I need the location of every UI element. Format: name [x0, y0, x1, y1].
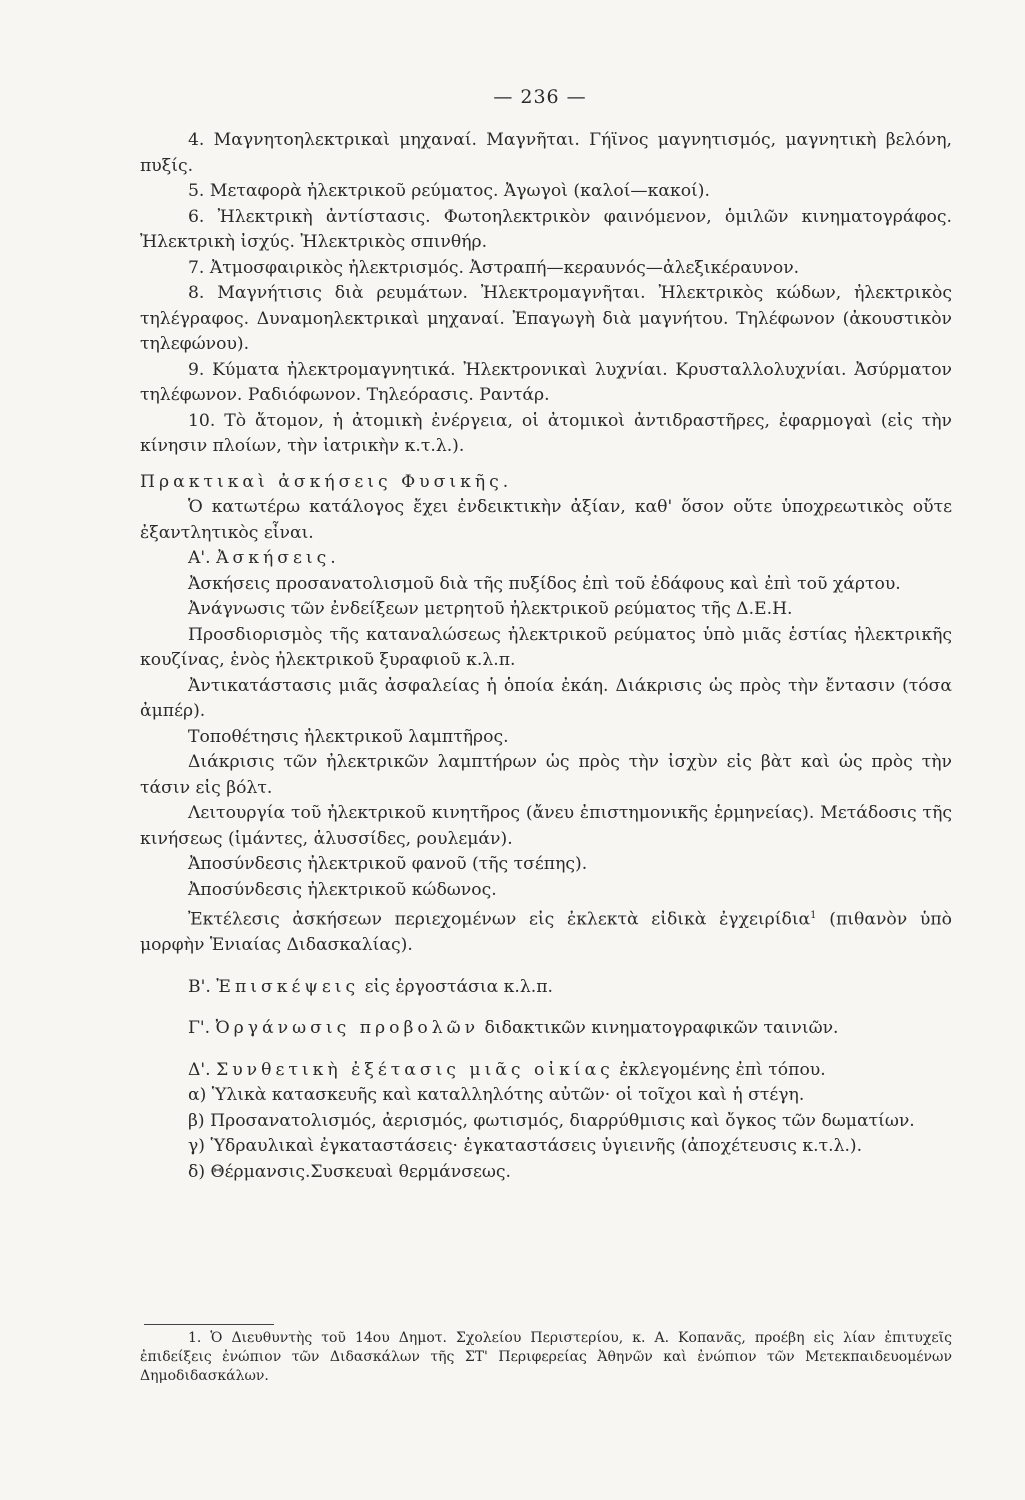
- subsection-letter: Α'.: [188, 548, 211, 568]
- exercise-text: Ἐκτέλεσις ἀσκήσεων περιεχομένων εἰς ἐκλεκτὰ εἰδικὰ ἐγχειρίδια: [188, 909, 811, 930]
- footnote-text: 1. Ὁ Διευθυντὴς τοῦ 14ου Δημοτ. Σχολείου Περιστερίου, κ. Α. Κοπανᾶς, προέβη εἰς λίαν ἐπιτυχεῖς ἐπιδείξεις ἐνώπιον τῶν Διδασκάλων τῆς ΣΤ' Περιφερείας Ἀθηνῶν καὶ ἐνώπιον τῶν Μετεκπαιδευομένων Δημοδιδασκάλων.: [140, 1330, 952, 1384]
- exercise-item: Ἀνάγνωσις τῶν ἐνδείξεων μετρητοῦ ἠλεκτρικοῦ ρεύματος τῆς Δ.Ε.Η.: [188, 599, 793, 619]
- subsection-letter: Γ'.: [188, 1018, 211, 1039]
- subsection-title: Ἀσκήσεις.: [216, 548, 340, 568]
- exercise-item: Τοποθέτησις ἠλεκτρικοῦ λαμπτῆρος.: [188, 726, 509, 747]
- page-number: — 236 —: [493, 86, 587, 108]
- subsection-letter: Β'.: [188, 976, 211, 997]
- subsection-title: Συνθετικὴ ἐξέτασις μιᾶς οἰκίας: [216, 1059, 614, 1080]
- subsection-rest: ἐκλεγομένης ἐπὶ τόπου.: [613, 1059, 826, 1080]
- sub-item: γ) Ὑδραυλικαὶ ἐγκαταστάσεις· ἐγκαταστάσεις ὑγιεινῆς (ἀποχέτευσις κ.τ.λ.).: [188, 1136, 863, 1157]
- main-text: [140, 128, 952, 1185]
- intro-paragraph: Ὁ κατωτέρω κατάλογος ἔχει ἐνδεικτικὴν ἀξίαν, καθ' ὅσον οὔτε ὑποχρεωτικὸς οὔτε ἐξαντλητικὸς εἶναι.: [140, 497, 952, 543]
- subsection-title: Ἐπισκέψεις: [216, 976, 360, 997]
- exercise-item: Λειτουργία τοῦ ἠλεκτρικοῦ κινητῆρος (ἄνευ ἐπιστημονικῆς ἑρμηνείας). Μετάδοσις τῆς κινήσεως (ἱμάντες, ἁλυσσίδες, ρουλεμάν).: [140, 803, 952, 849]
- list-item: 7. Ἀτμοσφαιρικὸς ἠλεκτρισμός. Ἀστραπή—κεραυνός—ἀλεξικέραυνον.: [188, 257, 800, 278]
- exercise-text-rest: (πιθανὸν ὑπὸ μορφὴν Ἑνιαίας Διδασκαλίας).: [140, 909, 952, 956]
- footnote-rule: [144, 1324, 274, 1325]
- sub-item: β) Προσανατολισμός, ἀερισμός, φωτισμός, διαρρύθμισις καὶ ὄγκος τῶν δωματίων.: [188, 1110, 915, 1131]
- list-item: 10. Τὸ ἄτομον, ἡ ἀτομικὴ ἐνέργεια, οἱ ἀτομικοὶ ἀντιδραστῆρες, ἐφαρμογαὶ (εἰς τὴν κίνησιν πλοίων, τὴν ἰατρικὴν κ.τ.λ.).: [140, 410, 952, 456]
- list-item: 6. Ἠλεκτρικὴ ἀντίστασις. Φωτοηλεκτρικὸν φαινόμενον, ὁμιλῶν κινηματογράφος. Ἠλεκτρικὴ ἰσχύς. Ἠλεκτρικὸς σπινθήρ.: [140, 206, 952, 252]
- exercise-item: Ἀντικατάστασις μιᾶς ἀσφαλείας ἡ ὁποία ἐκάη. Διάκρισις ὡς πρὸς τὴν ἔντασιν (τόσα ἀμπέρ).: [140, 675, 952, 721]
- subsection-title: Ὀργάνωσις προβολῶν: [215, 1018, 480, 1039]
- exercise-item: Διάκρισις τῶν ἠλεκτρικῶν λαμπτήρων ὡς πρὸς τὴν ἰσχὺν εἰς βὰτ καὶ ὡς πρὸς τὴν τάσιν εἰς βόλτ.: [140, 752, 952, 798]
- exercise-item: Ἀποσύνδεσις ἠλεκτρικοῦ κώδωνος.: [188, 879, 497, 900]
- list-item: 9. Κύματα ἠλεκτρομαγνητικά. Ἠλεκτρονικαὶ λυχνίαι. Κρυσταλλολυχνίαι. Ἀσύρματον τηλέφωνον. Ραδιόφωνον. Τηλεόρασις. Ραντάρ.: [140, 359, 952, 405]
- list-item: 8. Μαγνήτισις διὰ ρευμάτων. Ἠλεκτρομαγνῆται. Ἠλεκτρικὸς κώδων, ἠλεκτρικὸς τηλέγραφος. Δυναμοηλεκτρικαὶ μηχαναί. Ἐπαγωγὴ διὰ μαγνήτου. Τηλέφωνον (ἀκουστικὸν τηλεφώνου).: [140, 283, 952, 354]
- footnote-marker: 1: [810, 910, 817, 921]
- subsection-rest: εἰς ἐργοστάσια κ.λ.π.: [359, 976, 553, 997]
- subsection-b-heading: [140, 975, 952, 1001]
- subsection-rest: διδακτικῶν κινηματογραφικῶν ταινιῶν.: [479, 1018, 839, 1039]
- subsection-d-heading: [140, 1058, 952, 1084]
- list-item: 5. Μεταφορὰ ἠλεκτρικοῦ ρεύματος. Ἀγωγοὶ (καλοί—κακοί).: [188, 181, 710, 201]
- exercise-item: Ἀποσύνδεσις ἠλεκτρικοῦ φανοῦ (τῆς τσέπης).: [188, 854, 588, 874]
- list-item: 4. Μαγνητοηλεκτρικαὶ μηχαναί. Μαγνῆται. Γήϊνος μαγνητισμός, μαγνητικὴ βελόνη, πυξίς.: [140, 130, 952, 176]
- sub-item: δ) Θέρμανσις.Συσκευαὶ θερμάνσεως.: [188, 1161, 511, 1182]
- exercise-item-last: [140, 903, 952, 959]
- footnote: [140, 1324, 952, 1386]
- section-heading: Πρακτικαὶ ἀσκήσεις Φυσικῆς.: [140, 471, 513, 492]
- subsection-letter: Δ'.: [188, 1059, 211, 1080]
- exercise-item: Ἀσκήσεις προσανατολισμοῦ διὰ τῆς πυξίδος ἐπὶ τοῦ ἐδάφους καὶ ἐπὶ τοῦ χάρτου.: [188, 573, 901, 594]
- sub-item: α) Ὑλικὰ κατασκευῆς καὶ καταλληλότης αὐτῶν· οἱ τοῖχοι καὶ ἡ στέγη.: [188, 1085, 805, 1106]
- subsection-a-heading: [140, 546, 952, 572]
- subsection-c-heading: [140, 1016, 952, 1042]
- exercise-item: Προσδιορισμὸς τῆς καταναλώσεως ἠλεκτρικοῦ ρεύματος ὑπὸ μιᾶς ἑστίας ἠλεκτρικῆς κουζίνας, ἑνὸς ἠλεκτρικοῦ ξυραφιοῦ κ.λ.π.: [140, 624, 952, 670]
